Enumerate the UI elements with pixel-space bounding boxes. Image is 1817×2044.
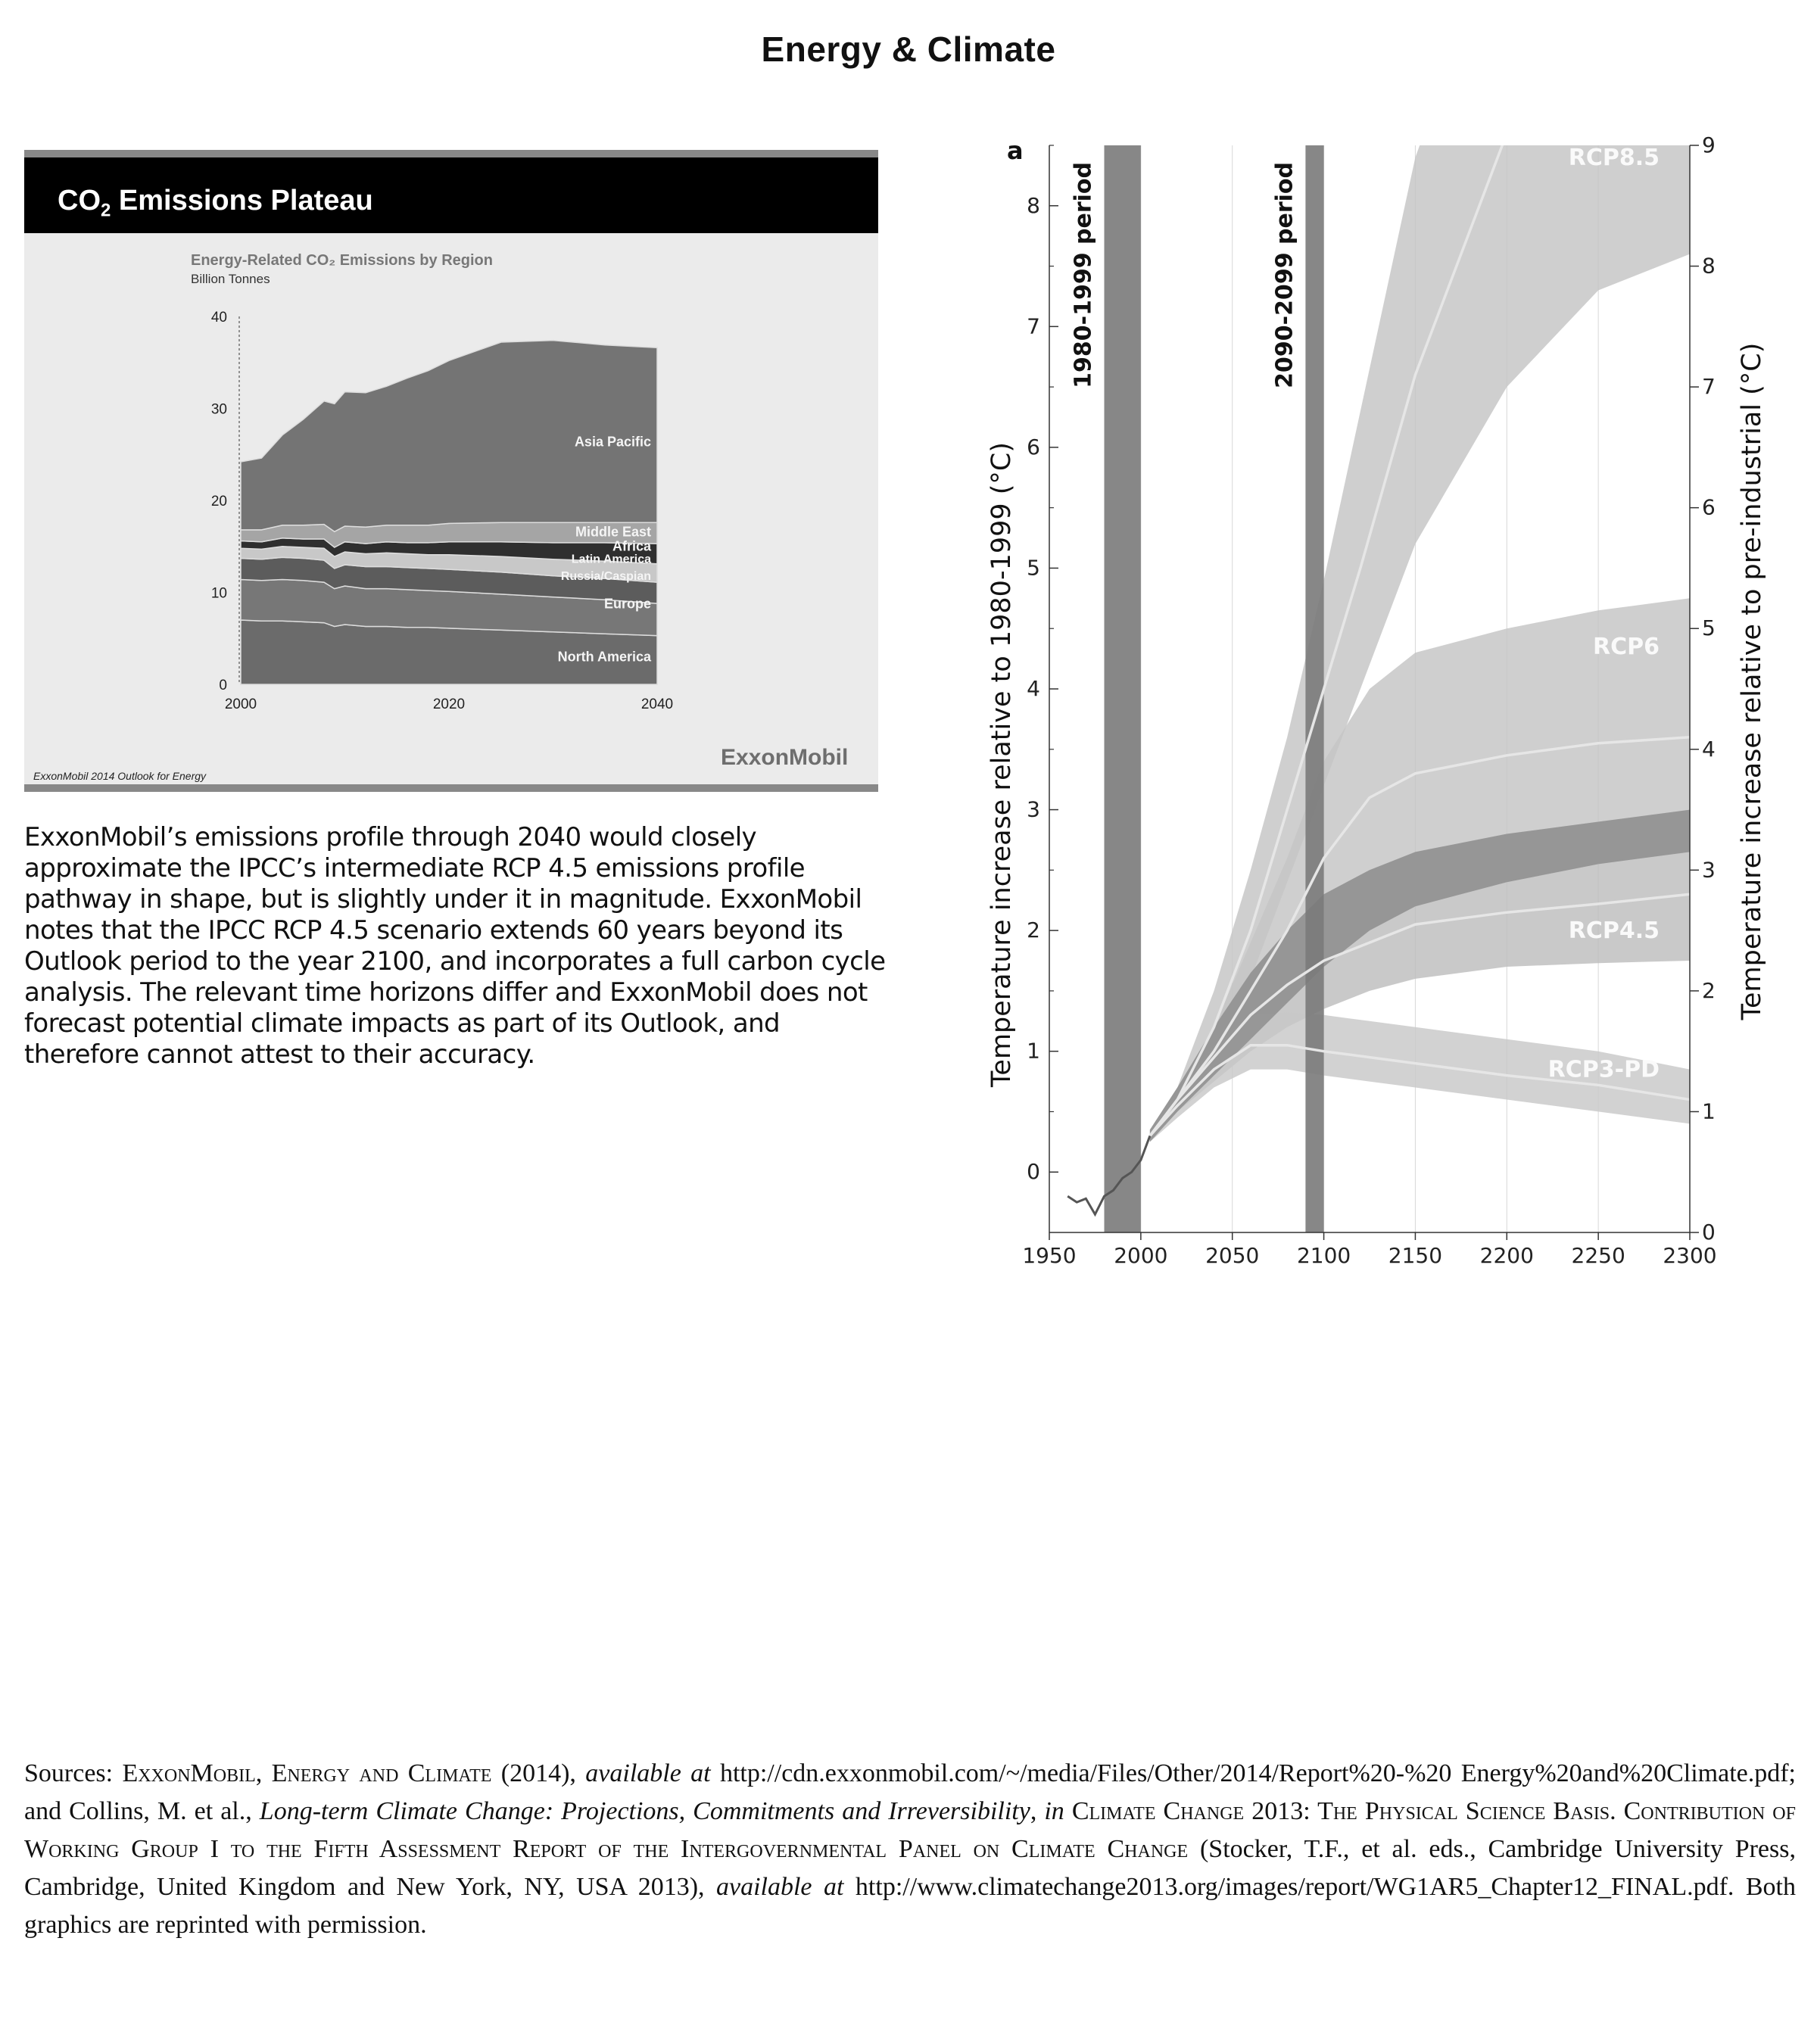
- x-tick-label: 2250: [1571, 1243, 1625, 1268]
- period-bar-2090-2099-period: [1305, 145, 1323, 1232]
- x-tick-label: 2000: [1114, 1243, 1168, 1268]
- x-tick-label: 2050: [1205, 1243, 1260, 1268]
- emissions-area-chart: [24, 150, 878, 792]
- left-tick-label: 6: [1027, 434, 1040, 460]
- right-tick-label: 4: [1702, 736, 1716, 762]
- left-tick-label: 0: [1027, 1159, 1040, 1185]
- x-tick-label: 2150: [1388, 1243, 1443, 1268]
- chart-subtitle: Billion Tonnes: [191, 272, 270, 286]
- y-axis-title-right: Temperature increase relative to pre-industrial (°C): [1737, 342, 1767, 1020]
- right-tick-label: 3: [1702, 857, 1716, 883]
- period-label-1980-1999-period: 1980-1999 period: [1070, 162, 1097, 388]
- x-tick-label: 1950: [1022, 1243, 1077, 1268]
- x-tick-label: 2300: [1663, 1243, 1717, 1268]
- series-label-africa: Africa: [612, 538, 651, 554]
- temperature-projection-chart: [977, 129, 1772, 1279]
- right-tick-label: 9: [1702, 132, 1716, 157]
- y-axis-title-left: Temperature increase relative to 1980-1999 (°C): [986, 441, 1017, 1088]
- chart-title: Energy-Related CO₂ Emissions by Region: [191, 252, 493, 269]
- y-tick-label: 30: [210, 401, 227, 418]
- series-label-rcp6: RCP6: [1593, 634, 1660, 661]
- series-label-rcp4-5: RCP4.5: [1568, 918, 1660, 945]
- series-label-russia-caspian: Russia/Caspian: [560, 570, 651, 584]
- sources-citation: Sources: ExxonMobil, Energy and Climate (2014), available at http://cdn.exxonmobil.com/~/media/Files/Other/2014/Report%20-%20 Energy%20and%20Climate.pdf; and Collins, M. et al., Long-term Climate Change: Projections, Commitments and Irreversibility, in Climate Change 2013: The Physical Science Basis. Contribution of Working Group I to the Fifth Assessment Report of the Intergovernmental Panel on Climate Change (Stocker, T.F., et al. eds., Cambridge University Press, Cambridge, United Kingdom and New York, NY, USA 2013), available at http://www.climatechange2013.org/images/report/WG1AR5_Chapter12_FINAL.pdf. Both graphics are reprinted with permission.: [24, 1759, 1797, 1939]
- period-label-2090-2099-period: 2090-2099 period: [1271, 162, 1298, 388]
- summary-paragraph: ExxonMobil’s emissions profile through 2040 would closely approximate the IPCC’s intermediate RCP 4.5 emissions profile pathway in shape, but is slightly under it in magnitude. ExxonMobil notes that the IPCC RCP 4.5 scenario extends 60 years beyond its Outlook period to the year 2100, and incorporates a full carbon cycle analysis. The relevant time horizons differ and ExxonMobil does not forecast potential climate impacts as part of its Outlook, and therefore cannot attest to their accuracy.: [24, 822, 886, 1070]
- right-tick-label: 7: [1702, 374, 1716, 400]
- left-tick-label: 5: [1027, 555, 1040, 581]
- right-tick-label: 5: [1702, 615, 1716, 641]
- series-label-north-america: North America: [557, 649, 651, 665]
- left-tick-label: 1: [1027, 1038, 1040, 1064]
- series-label-europe: Europe: [603, 596, 651, 612]
- series-label-asia-pacific: Asia Pacific: [574, 434, 651, 450]
- x-tick-label: 2000: [224, 696, 257, 712]
- left-tick-label: 2: [1027, 918, 1040, 943]
- exxonmobil-logo: ExxonMobil: [721, 745, 849, 770]
- left-tick-label: 4: [1027, 676, 1040, 701]
- period-bar-1980-1999-period: [1105, 145, 1141, 1232]
- series-label-latin-america: Latin America: [571, 553, 651, 566]
- x-tick-label: 2020: [432, 696, 466, 712]
- slide-footer-note: ExxonMobil 2014 Outlook for Energy: [33, 770, 207, 782]
- right-tick-label: 0: [1702, 1220, 1716, 1245]
- series-label-rcp3-pd: RCP3-PD: [1547, 1056, 1660, 1083]
- page-title: Energy & Climate: [761, 30, 1056, 69]
- emissions-slide: [24, 150, 878, 792]
- right-tick-label: 8: [1702, 253, 1716, 279]
- y-tick-label: 40: [210, 310, 227, 326]
- left-tick-label: 3: [1027, 796, 1040, 822]
- left-tick-label: 7: [1027, 313, 1040, 339]
- left-tick-label: 8: [1027, 192, 1040, 218]
- series-label-middle-east: Middle East: [575, 524, 651, 540]
- y-tick-label: 10: [210, 585, 227, 602]
- panel-label: a: [1007, 136, 1024, 165]
- slide-bottom-rule: [24, 784, 878, 792]
- right-tick-label: 2: [1702, 977, 1716, 1003]
- slide-title: $CO_2$ Emissions Plateau: [58, 185, 373, 221]
- right-tick-label: 6: [1702, 494, 1716, 520]
- x-tick-label: 2100: [1296, 1243, 1351, 1268]
- y-tick-label: 20: [210, 494, 227, 509]
- right-tick-label: 1: [1702, 1098, 1716, 1124]
- series-label-rcp8-5: RCP8.5: [1568, 144, 1660, 171]
- y-tick-label: 0: [219, 678, 227, 693]
- x-tick-label: 2040: [640, 696, 674, 712]
- x-tick-label: 2200: [1479, 1243, 1534, 1268]
